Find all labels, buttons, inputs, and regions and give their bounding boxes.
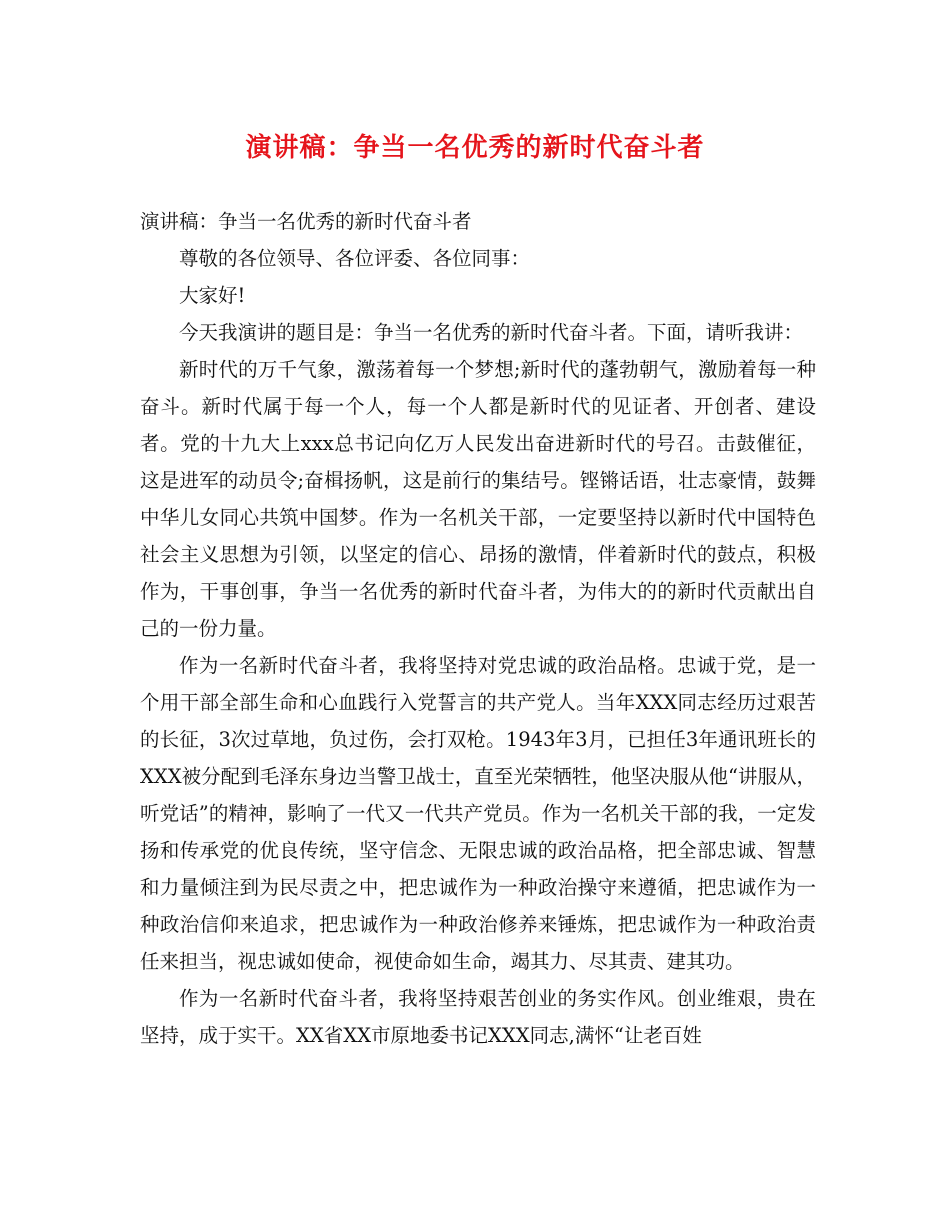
body-paragraph: 作为一名新时代奋斗者，我将坚持艰苦创业的务实作风。创业维艰，贵在坚持，成于实干。XX省XX市原地委书记XXX同志,满怀“让老百姓 bbox=[140, 987, 816, 1047]
body-heading-line: 演讲稿：争当一名优秀的新时代奋斗者 bbox=[140, 210, 472, 233]
document-body bbox=[140, 203, 816, 1054]
salutation-paragraph: 尊敬的各位领导、各位评委、各位同事： bbox=[179, 247, 531, 270]
greeting-paragraph: 大家好! bbox=[179, 284, 246, 307]
body-paragraph: 新时代的万千气象，激荡着每一个梦想;新时代的蓬勃朝气，激励着每一种奋斗。新时代属于每一个人，每一个人都是新时代的见证者、开创者、建设者。党的十九大上xxx总书记向亿万人民发出奋进新时代的号召。击鼓催征，这是进军的动员令;奋楫扬帆，这是前行的集结号。铿锵话语，壮志豪情，鼓舞中华儿女同心共筑中国梦。作为一名机关干部，一定要坚持以新时代中国特色社会主义思想为引领，以坚定的信心、昂扬的激情，伴着新时代的鼓点，积极作为，干事创事，争当一名优秀的新时代奋斗者，为伟大的的新时代贡献出自己的一份力量。 bbox=[140, 358, 816, 640]
body-paragraph: 作为一名新时代奋斗者，我将坚持对党忠诚的政治品格。忠诚于党，是一个用干部全部生命和心血践行入党誓言的共产党人。当年XXX同志经历过艰苦的长征，3次过草地，负过伤，会打双枪。1943年3月，已担任3年通讯班长的XXX被分配到毛泽东身边当警卫战士，直至光荣牺牲，他坚决服从他“讲服从，听党话”的精神，影响了一代又一代共产党员。作为一名机关干部的我，一定发扬和传承党的优良传统，坚守信念、无限忠诚的政治品格，把全部忠诚、智慧和力量倾注到为民尽责之中，把忠诚作为一种政治操守来遵循，把忠诚作为一种政治信仰来追求，把忠诚作为一种政治修养来锤炼，把忠诚作为一种政治责任来担当，视忠诚如使命，视使命如生命，竭其力、尽其责、建其功。 bbox=[140, 654, 816, 973]
intro-paragraph: 今天我演讲的题目是：争当一名优秀的新时代奋斗者。下面，请听我讲： bbox=[179, 321, 804, 344]
document-title: 演讲稿：争当一名优秀的新时代奋斗者 bbox=[245, 133, 705, 163]
